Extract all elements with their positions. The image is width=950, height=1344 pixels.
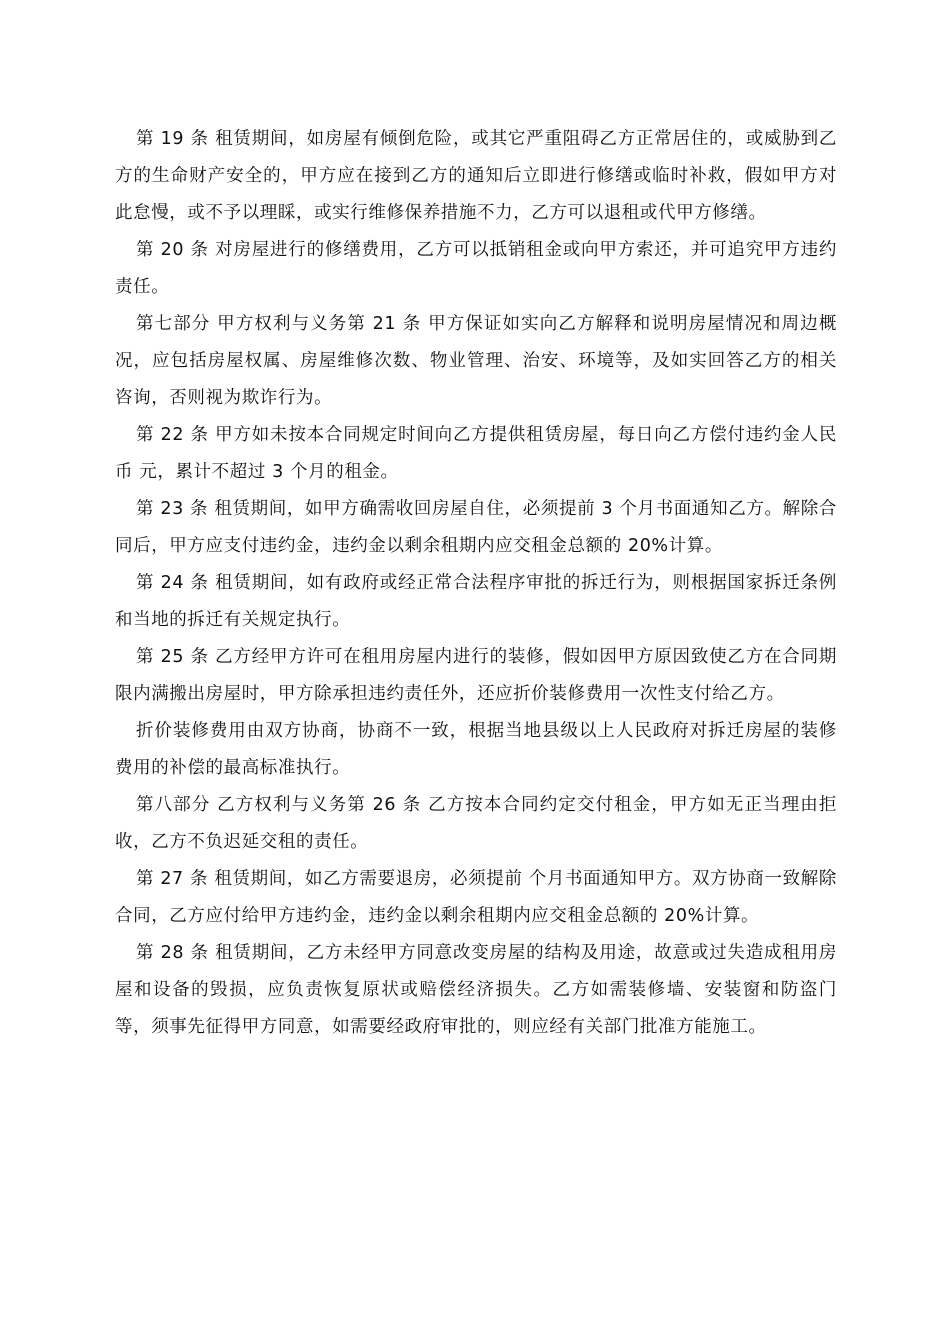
paragraph-article-22: 第 22 条 甲方如未按本合同规定时间向乙方提供租赁房屋，每日向乙方偿付违约金人民币 元，累计不超过 3 个月的租金。	[115, 425, 837, 482]
paragraph-article-28: 第 28 条 租赁期间，乙方未经甲方同意改变房屋的结构及用途，故意或过失造成租用房屋和设备的毁损，应负责恢复原状或赔偿经济损失。乙方如需装修墙、安装窗和防盗门等，须事先征得甲方同意，如需要经政府审批的，则应经有关部门批准方能施工。	[115, 943, 837, 1037]
paragraph-article-25: 第 25 条 乙方经甲方许可在租用房屋内进行的装修，假如因甲方原因致使乙方在合同期限内满搬出房屋时，甲方除承担违约责任外，还应折价装修费用一次性支付给乙方。	[115, 647, 837, 704]
paragraph-part-8-article-26: 第八部分 乙方权利与义务第 26 条 乙方按本合同约定交付租金，甲方如无正当理由拒收，乙方不负迟延交租的责任。	[115, 795, 837, 852]
paragraph-article-27: 第 27 条 租赁期间，如乙方需要退房，必须提前 个月书面通知甲方。双方协商一致解除合同，乙方应付给甲方违约金，违约金以剩余租期内应交租金总额的 20%计算。	[115, 869, 837, 926]
paragraph-article-20: 第 20 条 对房屋进行的修缮费用，乙方可以抵销租金或向甲方索还，并可追究甲方违约责任。	[115, 240, 837, 297]
document-body	[115, 121, 837, 1046]
paragraph-renovation-compensation: 折价装修费用由双方协商，协商不一致，根据当地县级以上人民政府对拆迁房屋的装修费用的补偿的最高标准执行。	[115, 721, 837, 778]
paragraph-part-7-article-21: 第七部分 甲方权利与义务第 21 条 甲方保证如实向乙方解释和说明房屋情况和周边概况，应包括房屋权属、房屋维修次数、物业管理、治安、环境等，及如实回答乙方的相关咨询，否则视为欺诈行为。	[115, 314, 837, 408]
paragraph-article-19: 第 19 条 租赁期间，如房屋有倾倒危险，或其它严重阻碍乙方正常居住的，或威胁到乙方的生命财产安全的，甲方应在接到乙方的通知后立即进行修缮或临时补救，假如甲方对此怠慢，或不予以理睬，或实行维修保养措施不力，乙方可以退租或代甲方修缮。	[115, 129, 837, 223]
paragraph-article-24: 第 24 条 租赁期间，如有政府或经正常合法程序审批的拆迁行为，则根据国家拆迁条例和当地的拆迁有关规定执行。	[115, 573, 837, 630]
paragraph-article-23: 第 23 条 租赁期间，如甲方确需收回房屋自住，必须提前 3 个月书面通知乙方。解除合同后，甲方应支付违约金，违约金以剩余租期内应交租金总额的 20%计算。	[115, 499, 837, 556]
